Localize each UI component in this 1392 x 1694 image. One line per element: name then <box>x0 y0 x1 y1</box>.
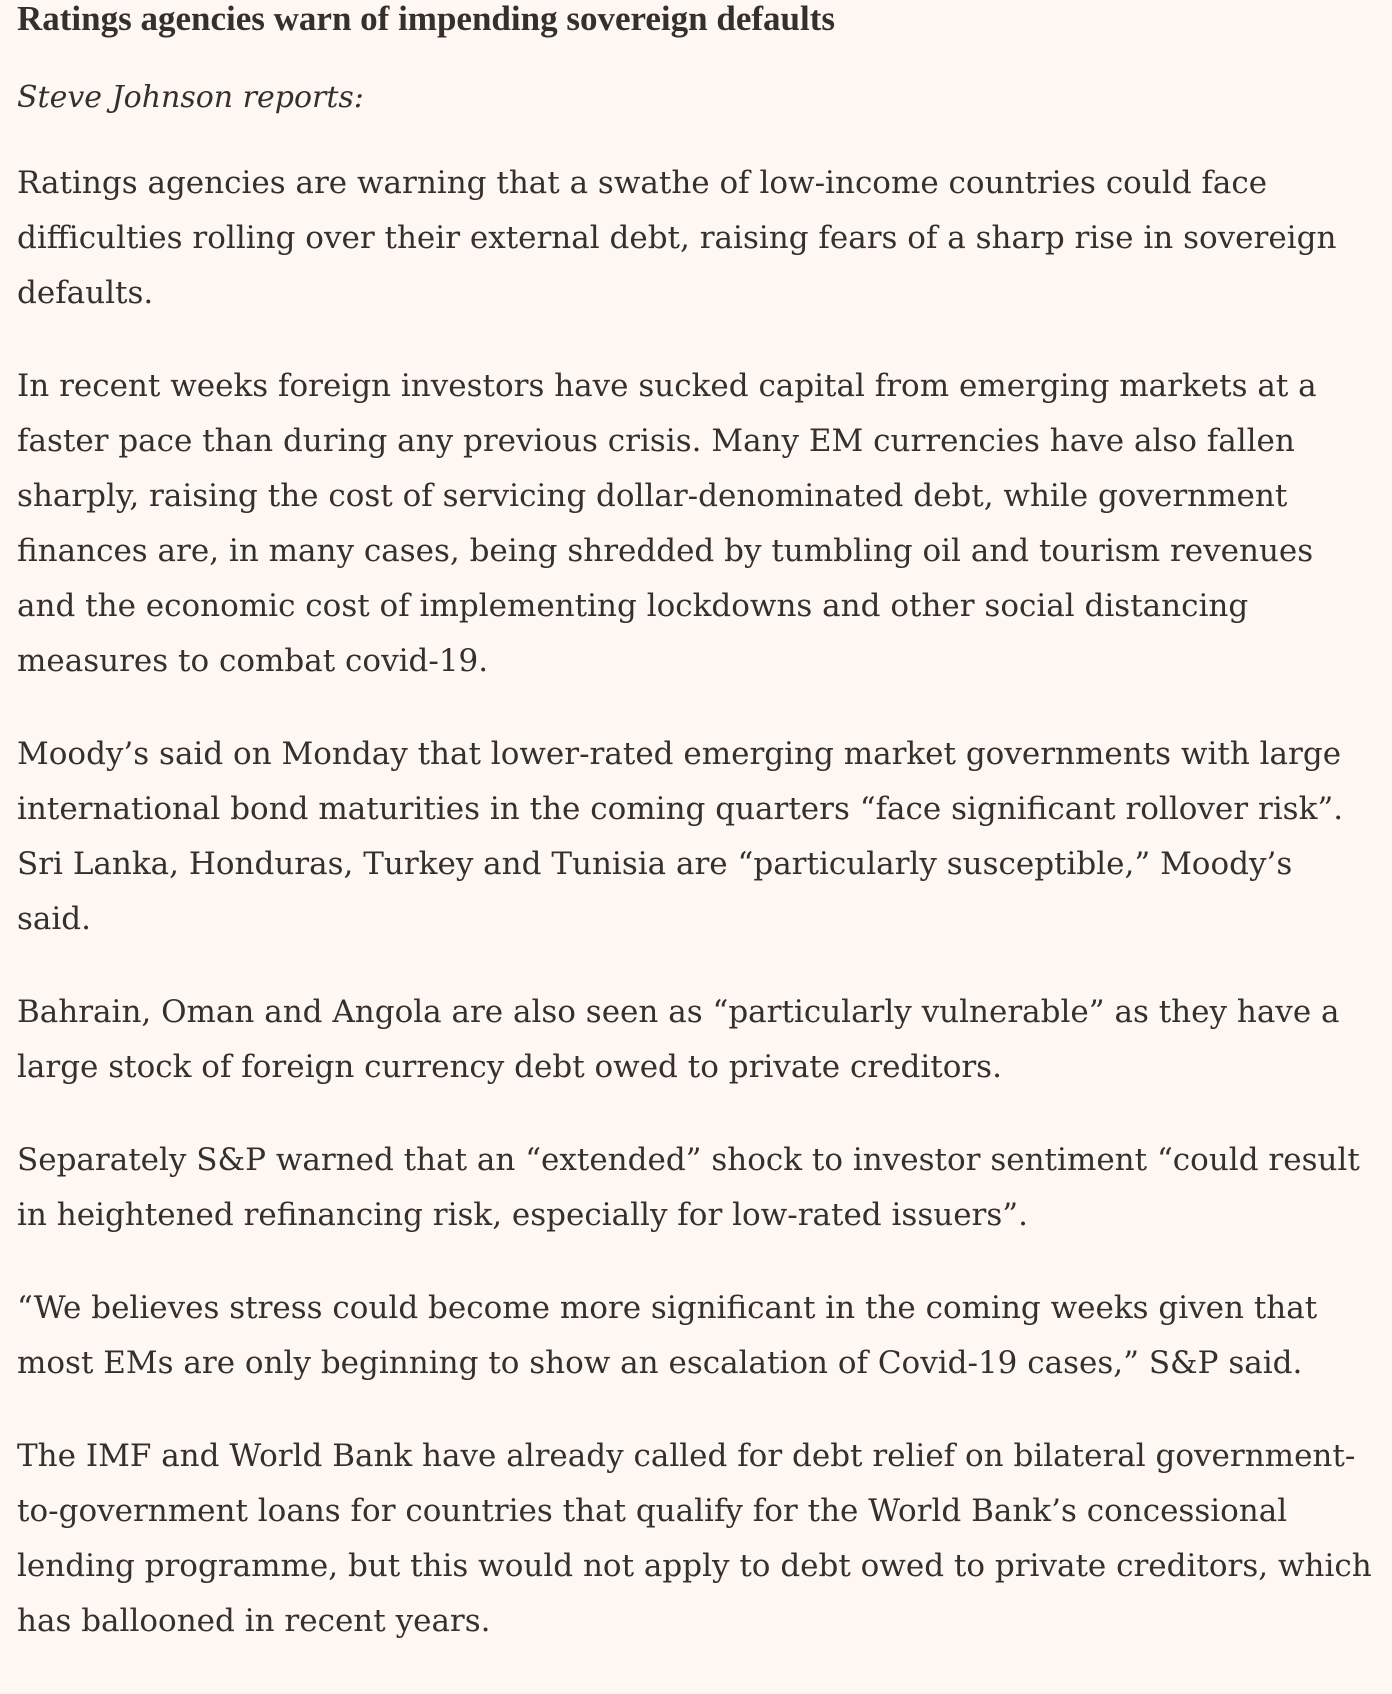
article-headline: Ratings agencies warn of impending sovereign defaults <box>17 0 835 38</box>
body-paragraph: The IMF and World Bank have already called for debt relief on bilateral government-to-government loans for countries that qualify for the World Bank’s concessional lending programme, but this would not apply to debt owed to private creditors, which has ballooned in recent years. <box>17 1438 1372 1639</box>
body-paragraph: Bahrain, Oman and Angola are also seen as “particularly vulnerable” as they have a large stock of foreign currency debt owed to private creditors. <box>17 994 1340 1085</box>
article-body <box>17 156 1375 1649</box>
article-byline: Steve Johnson reports: <box>17 80 364 115</box>
body-paragraph: In recent weeks foreign investors have sucked capital from emerging markets at a faster pace than during any previous crisis. Many EM currencies have also fallen sharply, raising the cost of servicing dollar-denominated debt, while government finances are, in many cases, being shredded by tumbling oil and tourism revenues and the economic cost of implementing lockdowns and other social distancing measures to combat covid-19. <box>17 368 1317 679</box>
body-paragraph: Moody’s said on Monday that lower-rated emerging market governments with large international bond maturities in the coming quarters “face significant rollover risk”. Sri Lanka, Honduras, Turkey and Tunisia are “particularly susceptible,” Moody’s said. <box>17 736 1344 937</box>
article <box>17 0 1375 1649</box>
body-paragraph: Ratings agencies are warning that a swathe of low-income countries could face difficulties rolling over their external debt, raising fears of a sharp rise in sovereign defaults. <box>17 165 1337 311</box>
body-paragraph: “We believes stress could become more significant in the coming weeks given that most EMs are only beginning to show an escalation of Covid-19 cases,” S&P said. <box>17 1290 1318 1381</box>
body-paragraph: Separately S&P warned that an “extended” shock to investor sentiment “could result in heightened refinancing risk, especially for low-rated issuers”. <box>17 1142 1360 1233</box>
